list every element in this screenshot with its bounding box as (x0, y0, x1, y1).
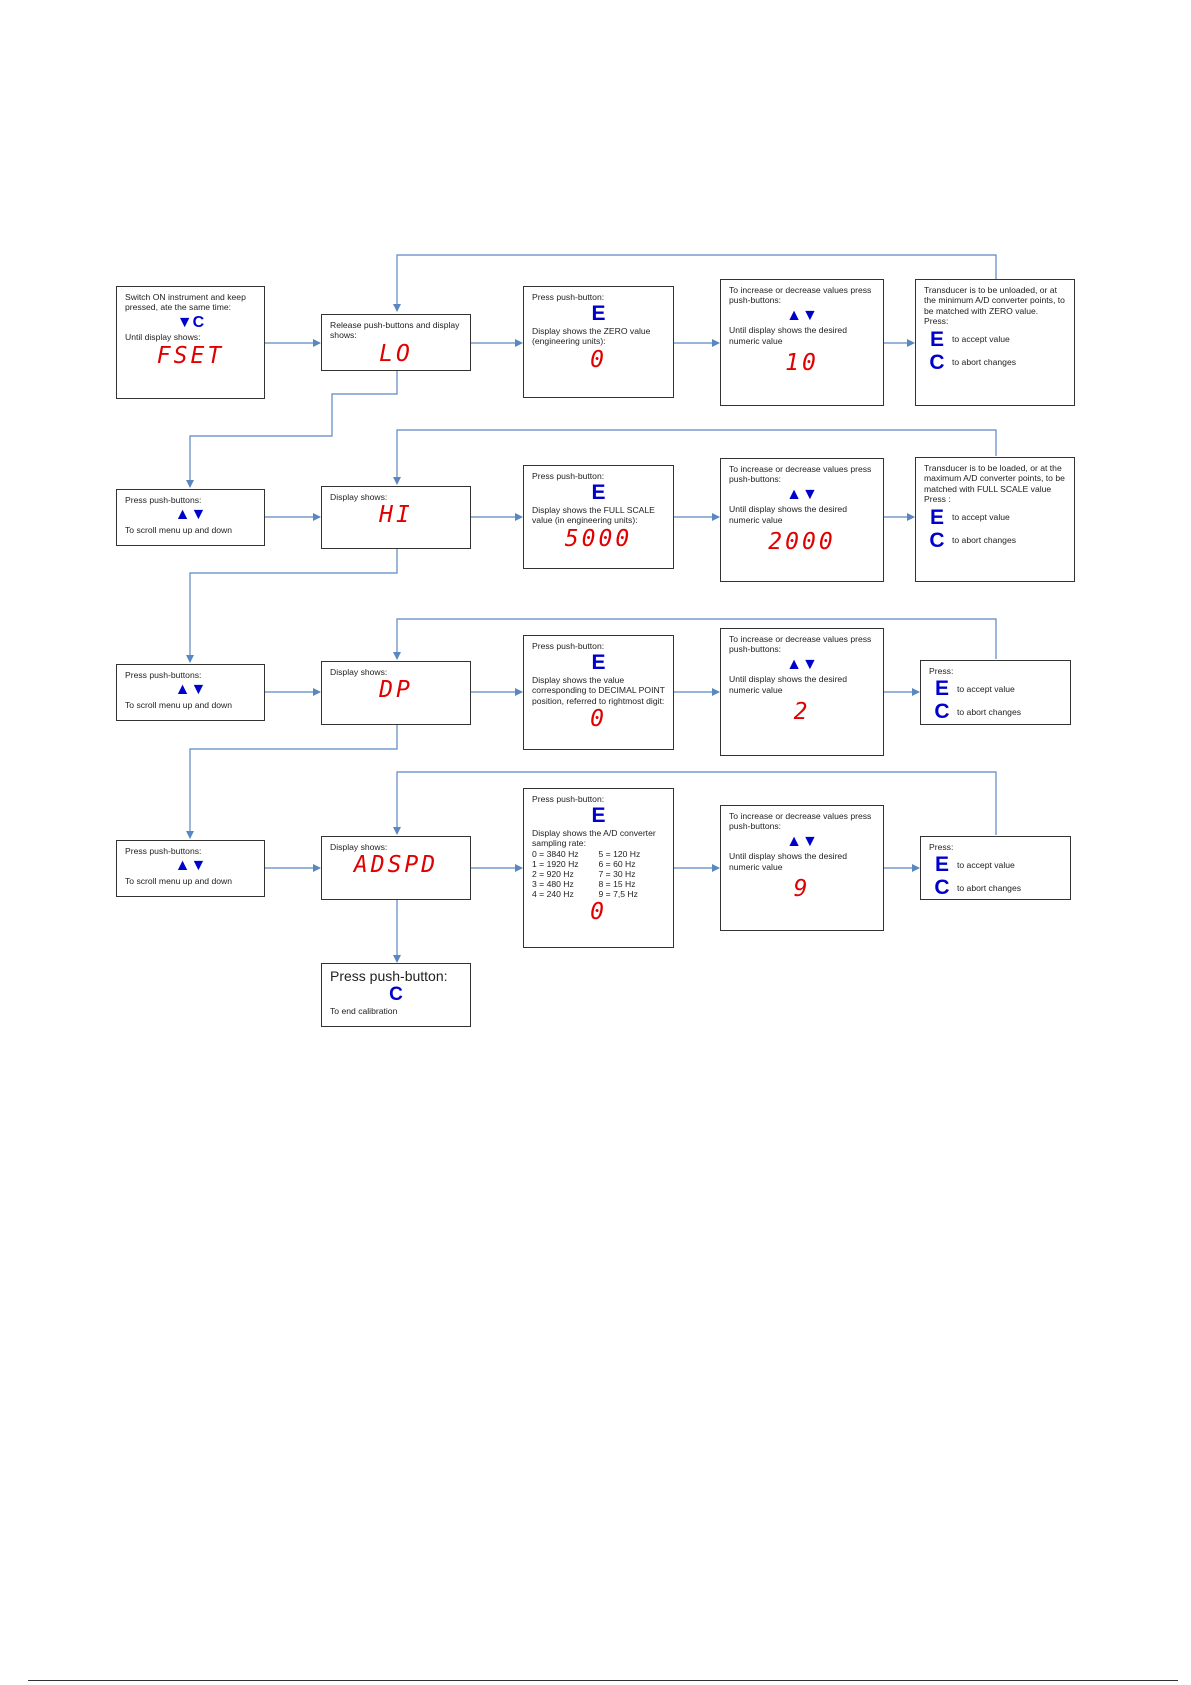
scroll-box-3 (116, 664, 265, 721)
end-box (321, 963, 471, 1027)
display-value-adspd: ADSPD (353, 852, 439, 879)
abort-text: to abort changes (952, 535, 1017, 546)
end-title: Press push-button: (330, 968, 448, 984)
c-key-icon: C (929, 528, 945, 552)
c-key-icon: C (934, 700, 950, 724)
confirm-box-1 (915, 279, 1075, 406)
press-desc: Display shows the FULL SCALE value (in engineering units): (532, 504, 655, 526)
scroll-text: To scroll menu up and down (125, 524, 233, 535)
press-desc: Display shows the ZERO value (engineering units): (532, 325, 651, 347)
fullscale-box (523, 465, 674, 569)
display-fset: FSET (156, 342, 225, 369)
display-box-adspd (321, 836, 471, 900)
up-down-keys-icon: ▲▼ (174, 506, 207, 524)
confirm-press: Press: (924, 316, 949, 327)
sampling-rate-table (532, 849, 665, 900)
c-key-icon: C (929, 350, 945, 374)
e-key-icon: E (934, 677, 949, 701)
e-key-icon: E (591, 481, 606, 505)
adjust-text: To increase or decrease values press push-buttons: (729, 811, 872, 832)
accept-row (929, 678, 1062, 699)
press-title: Press push-button: (532, 292, 605, 302)
down-c-keys-icon: ▼C (176, 313, 205, 331)
rate-item: 4 = 240 Hz (532, 889, 574, 900)
display-value-10: 10 (785, 350, 819, 377)
e-key-icon: E (591, 804, 606, 828)
confirm-intro: Transducer is to be loaded, or at the maximum A/D converter points, to be matched with FULL SCALE value (924, 463, 1065, 494)
e-key-icon: E (934, 853, 949, 877)
rate-box (523, 788, 674, 948)
display-shows-text: Display shows: (330, 842, 388, 852)
loop-row-2 (397, 430, 996, 484)
display-value-zero-dp: 0 (590, 706, 607, 733)
scroll-box-2 (116, 489, 265, 546)
display-value-hi: HI (379, 502, 413, 529)
page-footer-rule (28, 1680, 1178, 1681)
adjust-until-text: Until display shows the desired numeric value (729, 504, 847, 525)
rate-item: 0 = 3840 Hz (532, 848, 579, 859)
e-key-icon: E (591, 651, 606, 675)
display-box-hi (321, 486, 471, 549)
scroll-text: To scroll menu up and down (125, 875, 233, 886)
c-key-icon: C (389, 984, 403, 1006)
scroll-title: Press push-buttons: (125, 495, 202, 505)
up-down-keys-icon: ▲▼ (786, 655, 818, 673)
end-text: To end calibration (330, 1005, 398, 1016)
display-value-zero-rate: 0 (590, 899, 607, 926)
rate-item: 9 = 7,5 Hz (598, 889, 638, 900)
display-value-dp: DP (379, 677, 413, 704)
e-key-icon: E (591, 302, 606, 326)
display-shows-text: Display shows: (330, 667, 388, 677)
abort-text: to abort changes (957, 706, 1022, 717)
loop-row-4 (397, 772, 996, 835)
rate-item: 5 = 120 Hz (598, 848, 641, 859)
display-box-lo (321, 314, 471, 371)
scroll-text: To scroll menu up and down (125, 699, 233, 710)
e-key-icon: E (929, 505, 944, 529)
display-value-lo: LO (379, 340, 413, 367)
scroll-box-4 (116, 840, 265, 897)
adjust-until-text: Until display shows the desired numeric value (729, 674, 847, 695)
press-title: Press push-button: (532, 794, 605, 804)
start-box (116, 286, 265, 399)
abort-text: to abort changes (952, 357, 1017, 368)
rate-item: 8 = 15 Hz (598, 878, 636, 889)
confirm-box-4 (920, 836, 1071, 900)
up-down-keys-icon: ▲▼ (174, 857, 207, 875)
accept-row (929, 854, 1062, 875)
adjust-box-1 (720, 279, 884, 406)
display-box-dp (321, 661, 471, 725)
adjust-text: To increase or decrease values press push-buttons: (729, 634, 872, 655)
display-shows-text: Display shows: (330, 492, 388, 502)
up-down-keys-icon: ▲▼ (786, 485, 818, 503)
abort-row (929, 701, 1062, 722)
e-key-icon: E (929, 327, 944, 351)
display-value-5000: 5000 (564, 525, 633, 552)
up-down-keys-icon: ▲▼ (174, 681, 207, 699)
accept-row (924, 329, 1066, 350)
up-down-keys-icon: ▲▼ (786, 306, 818, 324)
zero-box (523, 286, 674, 398)
abort-row (924, 352, 1066, 373)
display-shows-text: Release push-buttons and display shows: (330, 320, 460, 341)
start-instruction: Switch ON instrument and keep pressed, ate the same time: (125, 292, 246, 313)
confirm-press: Press : (924, 494, 951, 505)
press-desc: Display shows the A/D converter sampling rate: (532, 827, 656, 849)
rate-item: 1 = 1920 Hz (532, 858, 579, 869)
confirm-intro: Transducer is to be unloaded, or at the minimum A/D converter points, to be matched with ZERO value. (924, 285, 1065, 316)
arrow-dp-to-scroll (190, 725, 397, 838)
scroll-title: Press push-buttons: (125, 670, 202, 680)
accept-text: to accept value (952, 334, 1010, 345)
press-desc: Display shows the value corresponding to DECIMAL POINT position, referred to rightmost digit: (532, 674, 665, 706)
adjust-box-2 (720, 458, 884, 582)
abort-text: to abort changes (957, 882, 1022, 893)
adjust-box-3 (720, 628, 884, 756)
arrow-hi-to-scroll (190, 549, 397, 662)
up-down-keys-icon: ▲▼ (786, 832, 818, 850)
adjust-until-text: Until display shows the desired numeric value (729, 851, 847, 872)
accept-text: to accept value (952, 512, 1010, 523)
adjust-until-text: Until display shows the desired numeric value (729, 325, 847, 346)
adjust-box-4 (720, 805, 884, 931)
abort-row (924, 530, 1066, 551)
accept-text: to accept value (957, 859, 1015, 870)
display-value-9: 9 (793, 876, 811, 903)
display-value-2000: 2000 (768, 529, 836, 556)
adjust-text: To increase or decrease values press push-buttons: (729, 285, 872, 306)
accept-row (924, 507, 1066, 528)
press-title: Press push-button: (532, 641, 605, 651)
accept-text: to accept value (957, 683, 1015, 694)
abort-row (929, 877, 1062, 898)
confirm-press: Press: (929, 666, 954, 676)
confirm-box-2 (915, 457, 1075, 582)
start-until-text: Until display shows: (125, 332, 201, 343)
scroll-title: Press push-buttons: (125, 846, 202, 856)
rate-item: 6 = 60 Hz (598, 858, 636, 869)
decimal-box (523, 635, 674, 750)
display-value-zero: 0 (590, 346, 607, 373)
rate-item: 3 = 480 Hz (532, 878, 574, 889)
rate-item: 7 = 30 Hz (598, 868, 636, 879)
adjust-text: To increase or decrease values press push-buttons: (729, 464, 872, 485)
rate-item: 2 = 920 Hz (532, 868, 574, 879)
loop-row-1 (397, 255, 996, 311)
loop-row-3 (397, 619, 996, 659)
confirm-press: Press: (929, 842, 954, 852)
press-title: Press push-button: (532, 471, 605, 481)
c-key-icon: C (934, 876, 950, 900)
confirm-box-3 (920, 660, 1071, 725)
display-value-2: 2 (793, 699, 811, 726)
